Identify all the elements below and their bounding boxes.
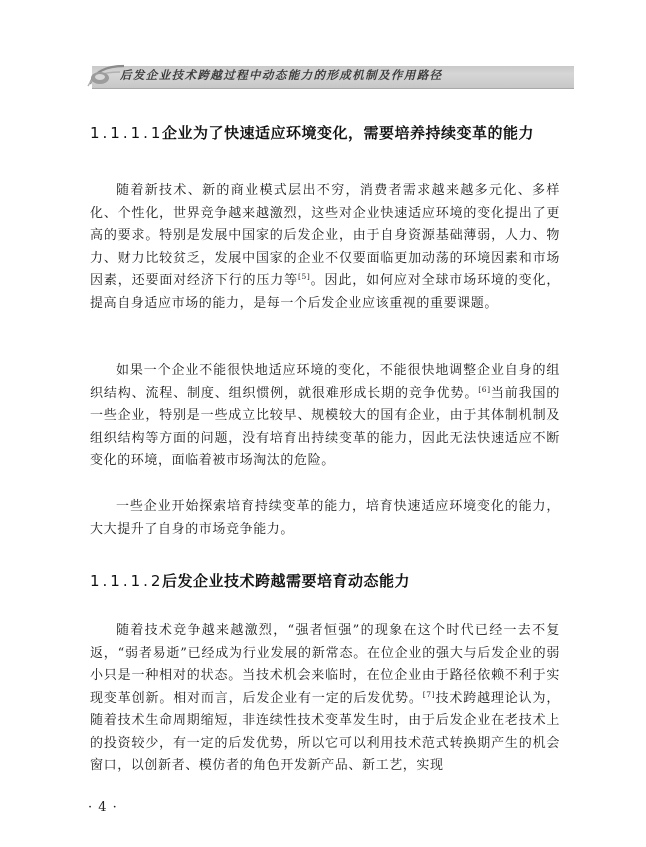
citation-mark: [5] xyxy=(297,272,311,281)
section-number: 1.1.1.1 xyxy=(90,124,164,142)
page-number: · 4 · xyxy=(88,800,118,815)
paragraph-text: 随着新技术、新的商业模式层出不穷，消费者需求越来越多元化、多样化、个性化，世界竞争越来越激烈，这些对企业快速适应环境的变化提出了更高的要求。特别是发展中国家的后发企业，由于自身资源基础薄弱，人力、物力、财力比较贫乏，发展中国家的企业不仅要面临更加动荡的环境因素和市场因素，还要面对经济下行的压力等 xyxy=(90,183,560,288)
citation-mark: [6] xyxy=(478,384,491,394)
citation-mark: [7] xyxy=(422,689,436,699)
section-number: 1.1.1.2 xyxy=(90,572,164,590)
body-paragraph xyxy=(90,496,560,541)
paragraph-text: 一些企业开始探索培育持续变革的能力，培育快速适应环境变化的能力，大大提升了自身的市场竞争能力。 xyxy=(90,499,560,537)
running-header xyxy=(84,52,574,92)
body-paragraph xyxy=(90,360,560,473)
running-title: 后发企业技术跨越过程中动态能力的形成机制及作用路径 xyxy=(120,68,443,82)
body-paragraph xyxy=(90,620,560,778)
section-title: 企业为了快速适应环境变化，需要培养持续变革的能力 xyxy=(162,124,535,142)
paragraph-text: 。因此，如何应对全球市场环境的变化，提高自身适应市场的能力，是每一个后发企业应该重视的重要课题。 xyxy=(90,273,560,311)
paragraph-text: 技术跨越理论认为，随着技术生命周期缩短，非连续性技术变革发生时，由于后发企业在老技术上的投资较少，有一定的后发优势，所以它可以利用技术范式转换期产生的机会窗口，以创新者、模仿者的角色开发新产品、新工艺，实现 xyxy=(90,690,560,773)
paragraph-text: 随着技术竞争越来越激烈，“强者恒强”的现象在这个时代已经一去不复返，“弱者易逝”已经成为行业发展的新常态。在位企业的强大与后发企业的弱小只是一种相对的状态。当技术机会来临时，在位企业由于路径依赖不利于实现变革创新。相对而言，后发企业有一定的后发优势。 xyxy=(90,623,560,706)
section-title: 后发企业技术跨越需要培育动态能力 xyxy=(162,572,411,590)
body-paragraph xyxy=(90,180,560,315)
paragraph-text: 如果一个企业不能很快地适应环境的变化，不能很快地调整企业自身的组织结构、流程、制度、组织惯例，就很难形成长期的竞争优势。 xyxy=(90,363,560,401)
paragraph-text: 当前我国的一些企业，特别是一些成立比较早、规模较大的国有企业，由于其体制机制及组织结构等方面的问题，没有培育出持续变革的能力，因此无法快速适应不断变化的环境，面临着被市场淘汰的危险。 xyxy=(90,385,560,468)
